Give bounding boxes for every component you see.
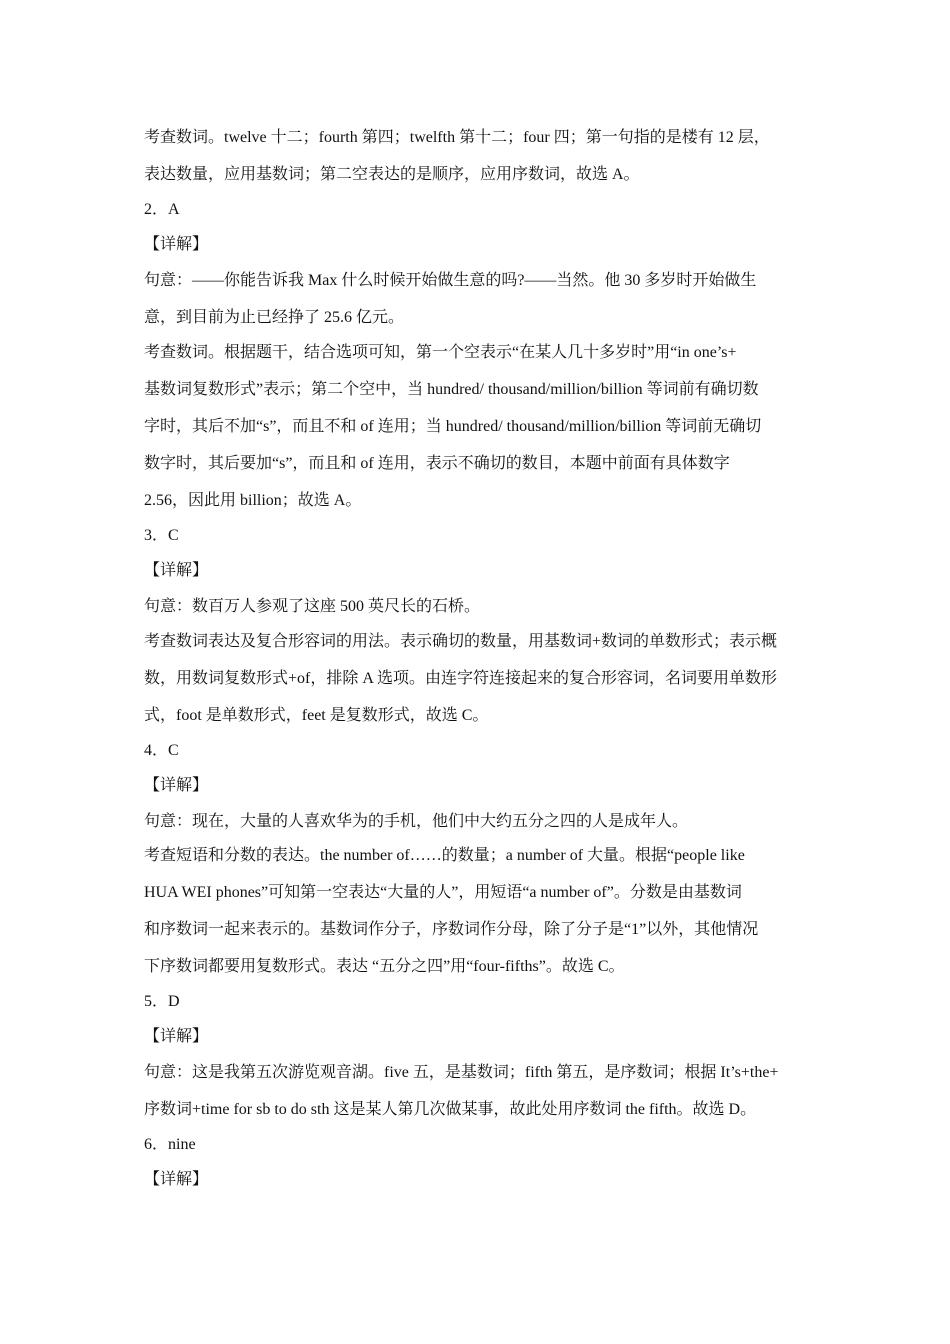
- section-heading: 【详解】: [144, 777, 209, 794]
- text-line: 下序数词都要用复数形式。表达 “五分之四”用“four-fifths”。故选 C。: [144, 958, 625, 975]
- text-line: 字时，其后不加“s”，而且不和 of 连用；当 hundred/ thousand/million/billion 等词前无确切: [144, 418, 762, 435]
- text-line: 意，到目前为止已经挣了 25.6 亿元。: [144, 309, 405, 326]
- text-line: 句意：数百万人参观了这座 500 英尺长的石桥。: [144, 598, 481, 615]
- answer-number: 6．nine: [144, 1136, 196, 1153]
- text-line: 序数词+time for sb to do sth 这是某人第几次做某事，故此处用序数词 the fifth。故选 D。: [144, 1101, 757, 1118]
- answer-number: 2．A: [144, 201, 180, 218]
- section-heading: 【详解】: [144, 236, 209, 253]
- text-line: 数字时，其后要加“s”，而且和 of 连用，表示不确切的数目，本题中前面有具体数字: [144, 455, 730, 472]
- text-line: 基数词复数形式”表示；第二个空中，当 hundred/ thousand/million/billion 等词前有确切数: [144, 381, 759, 398]
- text-line: 考查数词。twelve 十二；fourth 第四；twelfth 第十二；four 四；第一句指的是楼有 12 层，: [144, 129, 770, 146]
- text-line: 句意：现在，大量的人喜欢华为的手机，他们中大约五分之四的人是成年人。: [144, 813, 689, 830]
- section-heading: 【详解】: [144, 562, 209, 579]
- section-heading: 【详解】: [144, 1171, 209, 1188]
- answer-number: 3．C: [144, 527, 179, 544]
- text-line: 句意：——你能告诉我 Max 什么时候开始做生意的吗?——当然。他 30 多岁时开始做生: [144, 272, 757, 289]
- text-line: 考查数词表达及复合形容词的用法。表示确切的数量，用基数词+数词的单数形式；表示概: [144, 633, 778, 650]
- text-line: 考查数词。根据题干，结合选项可知，第一个空表示“在某人几十多岁时”用“in one’s+: [144, 344, 737, 361]
- text-line: 句意：这是我第五次游览观音湖。five 五，是基数词；fifth 第五，是序数词；根据 It’s+the+: [144, 1064, 779, 1081]
- text-line: 和序数词一起来表示的。基数词作分子，序数词作分母，除了分子是“1”以外，其他情况: [144, 921, 759, 938]
- text-line: 式，foot 是单数形式，feet 是复数形式，故选 C。: [144, 707, 489, 724]
- text-line: 考查短语和分数的表达。the number of……的数量；a number of 大量。根据“people like: [144, 847, 745, 864]
- text-line: 表达数量，应用基数词；第二空表达的是顺序，应用序数词，故选 A。: [144, 166, 640, 183]
- text-line: HUA WEI phones”可知第一空表达“大量的人”，用短语“a number of”。分数是由基数词: [144, 884, 742, 901]
- text-line: 2.56，因此用 billion；故选 A。: [144, 492, 362, 509]
- text-line: 数，用数词复数形式+of，排除 A 选项。由连字符连接起来的复合形容词，名词要用单数形: [144, 670, 778, 687]
- answer-number: 5．D: [144, 993, 180, 1010]
- section-heading: 【详解】: [144, 1028, 209, 1045]
- answer-number: 4．C: [144, 742, 179, 759]
